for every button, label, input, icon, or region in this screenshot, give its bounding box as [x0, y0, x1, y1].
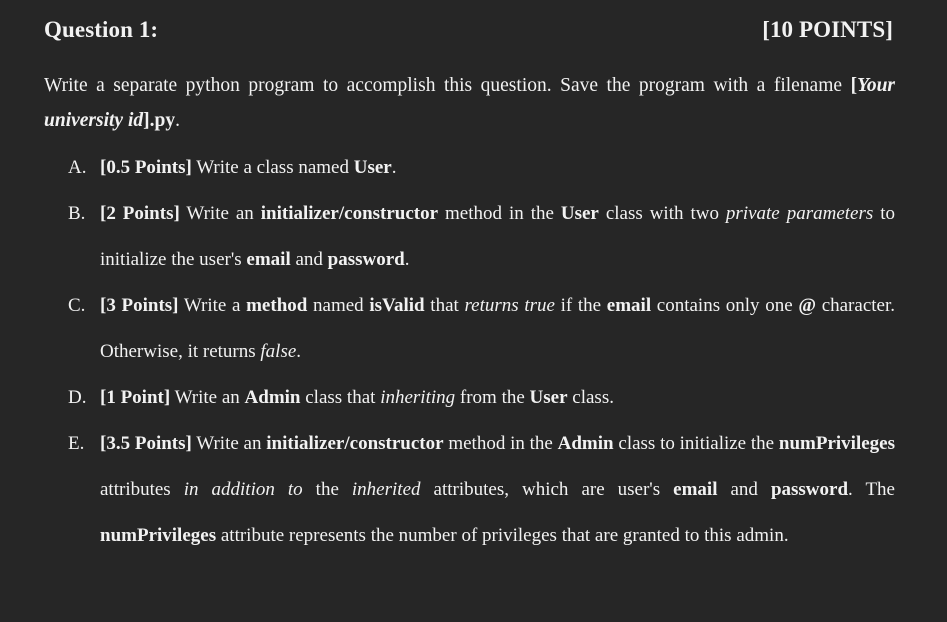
- task-text-part: . The: [848, 479, 895, 500]
- task-item-c: [0, 283, 947, 375]
- task-points: [2 Points]: [100, 203, 180, 224]
- task-keyword: User: [353, 157, 392, 178]
- filename-placeholder: Your university id: [44, 75, 895, 131]
- task-text: [100, 283, 895, 375]
- task-text-part: .: [391, 157, 397, 178]
- task-keyword: email: [606, 295, 652, 316]
- task-emphasis: false: [260, 341, 297, 362]
- task-text-part: attribute represents the number of privileges that are granted to this admin.: [216, 525, 789, 546]
- task-points: [3 Points]: [100, 295, 179, 316]
- task-keyword: Admin: [557, 433, 614, 454]
- task-text: [100, 191, 895, 283]
- task-keyword: password: [770, 479, 849, 500]
- task-item-a: [0, 145, 947, 191]
- task-text-part: character. Otherwise, it returns: [100, 295, 895, 362]
- task-text-part: .: [404, 249, 410, 270]
- filename-extension: ].py: [143, 110, 176, 131]
- task-text-part: Write an: [179, 203, 261, 224]
- task-emphasis: returns true: [464, 295, 555, 316]
- task-text-part: attributes: [100, 479, 184, 500]
- task-points: [1 Point]: [100, 387, 171, 408]
- task-text-part: class that: [300, 387, 381, 408]
- task-text-part: and: [290, 249, 328, 270]
- intro-text: Write a separate python program to accomplish this question. Save the program with a filename: [44, 75, 851, 96]
- task-letter: B.: [68, 203, 86, 224]
- task-text: [100, 145, 895, 191]
- task-text-part: attributes, which are user's: [420, 479, 674, 500]
- task-text-part: method in the: [443, 433, 558, 454]
- task-text-part: method in the: [438, 203, 561, 224]
- task-letter: C.: [68, 295, 86, 316]
- task-keyword: isValid: [369, 295, 425, 316]
- filename-bracket-open: [: [850, 75, 858, 96]
- task-item-b: [0, 191, 947, 283]
- task-list: [0, 145, 947, 559]
- task-text-part: .: [296, 341, 302, 362]
- task-text-part: and: [717, 479, 771, 500]
- task-emphasis: inheriting: [380, 387, 456, 408]
- task-keyword: User: [560, 203, 599, 224]
- task-text-part: Write an: [191, 433, 267, 454]
- task-keyword: initializer/constructor: [260, 203, 439, 224]
- task-keyword: initializer/constructor: [266, 433, 444, 454]
- task-emphasis: in addition to: [183, 479, 303, 500]
- task-text-part: class to initialize the: [613, 433, 779, 454]
- task-keyword: email: [673, 479, 718, 500]
- task-emphasis: private parameters: [725, 203, 874, 224]
- task-text: [100, 375, 895, 421]
- task-keyword: method: [246, 295, 308, 316]
- task-keyword: Admin: [244, 387, 301, 408]
- task-text-part: Write an: [170, 387, 245, 408]
- intro-period: .: [175, 110, 180, 131]
- task-keyword: numPrivileges: [778, 433, 895, 454]
- task-text-part: class with two: [598, 203, 726, 224]
- task-keyword: password: [327, 249, 405, 270]
- task-text-part: from the: [455, 387, 530, 408]
- task-keyword: User: [529, 387, 568, 408]
- task-letter: D.: [68, 387, 87, 408]
- task-keyword: email: [246, 249, 291, 270]
- task-text: [100, 421, 895, 559]
- question-heading: [44, 17, 893, 43]
- task-text-part: class.: [567, 387, 614, 408]
- task-points: [3.5 Points]: [100, 433, 192, 454]
- task-letter: A.: [68, 157, 87, 178]
- task-keyword: numPrivileges: [100, 525, 217, 546]
- task-emphasis: inherited: [351, 479, 421, 500]
- task-text-part: Write a: [178, 295, 247, 316]
- question-intro: [44, 68, 895, 138]
- task-keyword: @: [798, 295, 817, 316]
- task-text-part: Write a class named: [191, 157, 354, 178]
- task-text-part: contains only one: [651, 295, 799, 316]
- task-text-part: to initialize the user's: [100, 203, 895, 270]
- question-points: [10 POINTS]: [762, 17, 893, 42]
- task-text-part: that: [424, 295, 465, 316]
- task-item-d: [0, 375, 947, 421]
- task-text-part: the: [302, 479, 352, 500]
- task-points: [0.5 Points]: [100, 157, 192, 178]
- task-text-part: if the: [554, 295, 607, 316]
- task-item-e: [0, 421, 947, 559]
- task-text-part: named: [307, 295, 370, 316]
- question-title: Question 1:: [44, 17, 159, 42]
- task-letter: E.: [68, 433, 85, 454]
